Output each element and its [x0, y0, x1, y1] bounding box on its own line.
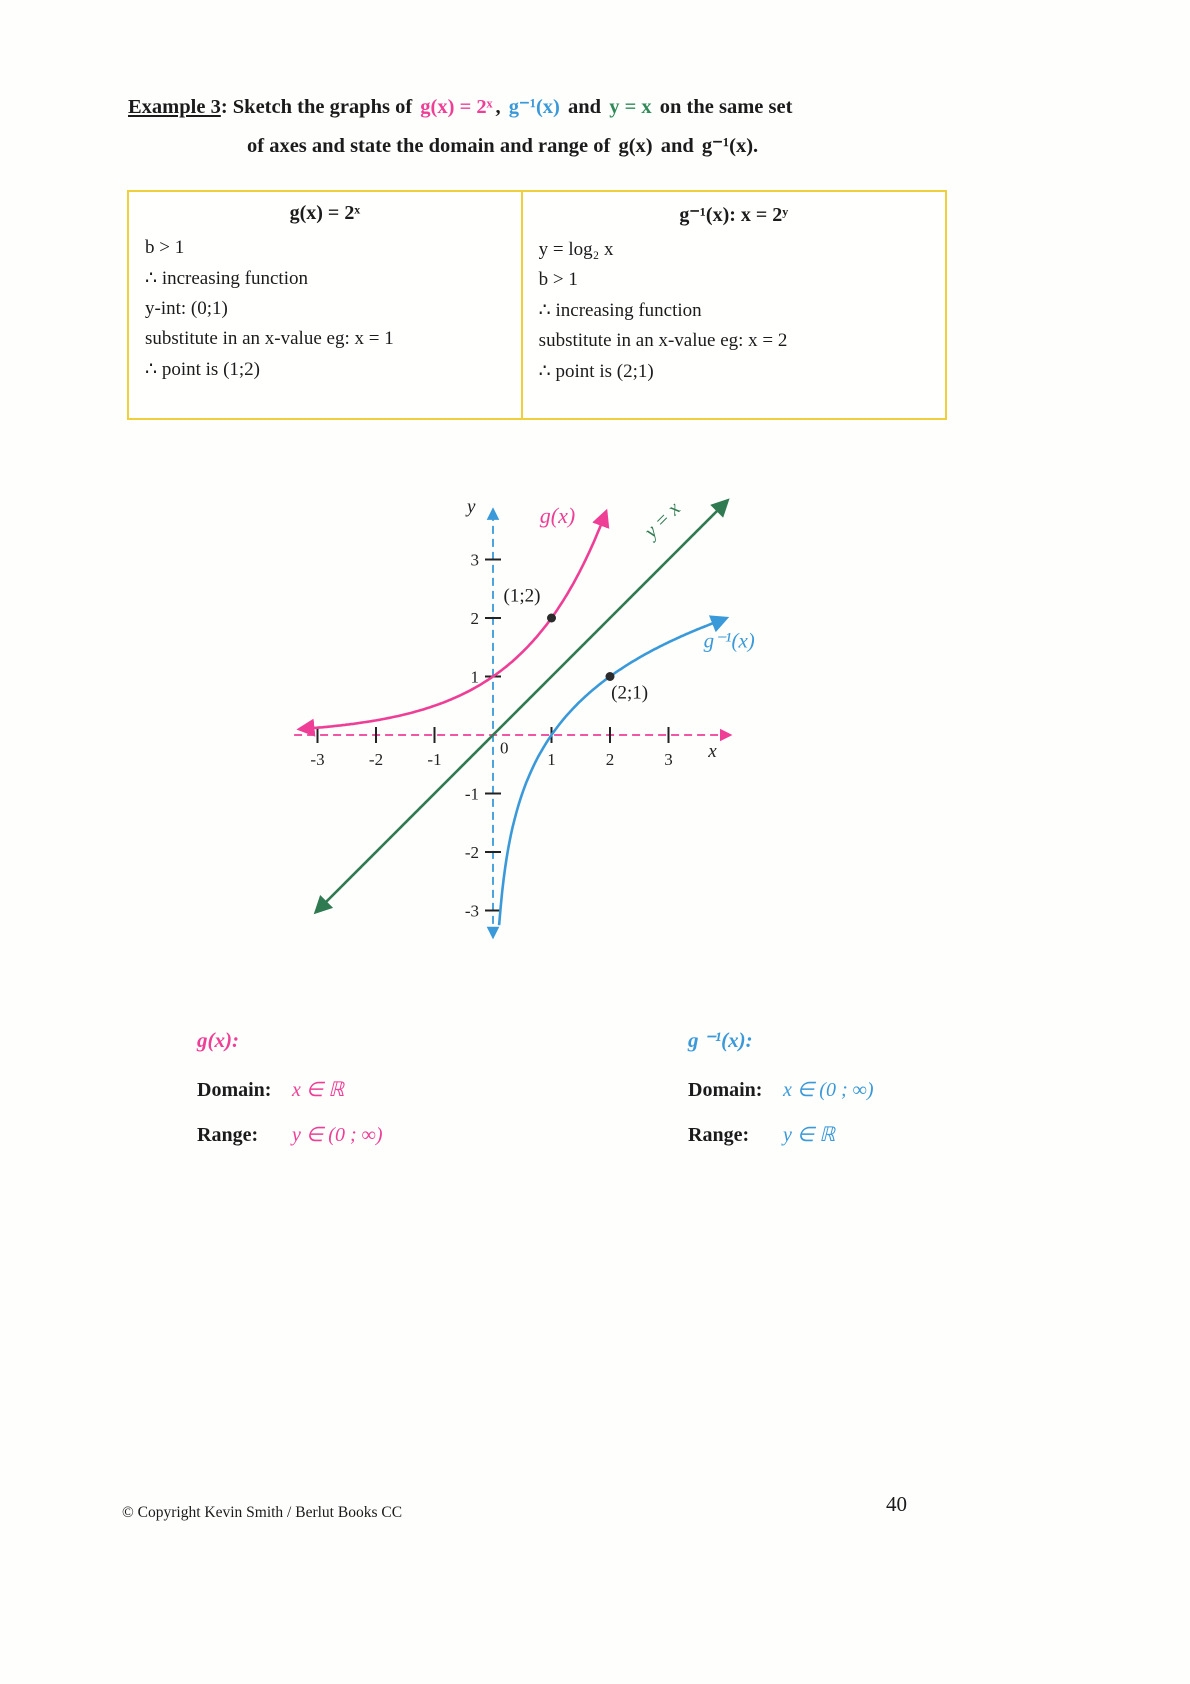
curve-g(x)	[300, 512, 606, 729]
heading-line-1	[128, 88, 968, 127]
table-row: y-int: (0;1)	[145, 298, 228, 319]
heading-line2-and: and	[660, 134, 694, 157]
heading-line-2	[247, 127, 968, 166]
heading-intro: Sketch the graphs of	[232, 96, 413, 118]
table-rows-g-inverse	[523, 235, 945, 387]
graph-svg	[270, 468, 790, 968]
x-tick-label: 2	[605, 750, 615, 769]
annotation: x	[708, 741, 717, 763]
table-row: b > 1	[145, 237, 185, 258]
summary-gx-domain	[197, 1077, 617, 1102]
x-tick-label: 3	[664, 750, 673, 769]
table-column-gx	[129, 192, 521, 418]
gx-expression: g(x) = 2ˣ	[420, 96, 493, 118]
point-label: (1;2)	[503, 585, 541, 607]
y-tick-label: 2	[470, 609, 479, 628]
table-row: b > 1	[538, 269, 578, 290]
x-tick-label: -3	[310, 750, 325, 769]
domain-label: Domain:	[197, 1079, 272, 1101]
heading-line2-text: of axes and state the domain and range of	[247, 134, 611, 157]
table-column-g-inverse	[521, 192, 945, 418]
annotation: g(x)	[539, 503, 576, 529]
annotation: y	[467, 496, 476, 518]
g-inverse-expression: g⁻¹(x)	[508, 96, 560, 118]
table-row: y = log₂ x	[538, 239, 614, 260]
domain-label: Domain:	[688, 1079, 763, 1101]
curve-g⁻¹(x)	[499, 618, 726, 925]
range-label: Range:	[197, 1124, 259, 1146]
annotation: 0	[500, 738, 509, 758]
example-label: Example 3	[128, 96, 221, 118]
table-row: ∴ point is (2;1)	[538, 361, 654, 382]
curve-y = x	[316, 501, 727, 912]
table-title-g-inverse: g⁻¹(x): x = 2ʸ	[679, 204, 789, 226]
table-row: substitute in an x-value eg: x = 2	[538, 330, 788, 351]
table-row: ∴ increasing function	[538, 300, 702, 321]
table-row: substitute in an x-value eg: x = 1	[145, 328, 394, 349]
y-tick-label: 3	[470, 550, 479, 570]
x-tick-label: -2	[368, 750, 384, 769]
heading-line2-gx: g(x)	[618, 134, 653, 157]
x-tick-label: -1	[427, 750, 442, 769]
summary-gx-range	[197, 1122, 617, 1147]
table-rows-gx	[129, 233, 521, 385]
range-value: y ∈ (0 ; ∞)	[292, 1124, 383, 1146]
domain-value: x ∈ (0 ; ∞)	[783, 1079, 874, 1101]
annotation: y = x	[640, 497, 685, 543]
heading-tail: on the same set	[659, 96, 793, 118]
heading-and: and	[568, 96, 602, 118]
table-row: ∴ point is (1;2)	[145, 359, 261, 380]
plotted-point	[606, 672, 615, 681]
summary-gx-title: g(x):	[197, 1028, 239, 1052]
heading-line2-ginv: g⁻¹(x).	[701, 134, 759, 157]
point-label: (2;1)	[611, 682, 649, 704]
page-number: 40	[886, 1492, 907, 1516]
summary-g-inverse	[688, 1028, 1108, 1167]
y-tick-label: 1	[470, 667, 479, 687]
range-label: Range:	[688, 1124, 750, 1146]
x-tick-label: 1	[547, 750, 556, 769]
solution-table	[127, 190, 947, 420]
y-equals-x-expression: y = x	[609, 96, 652, 118]
example-colon: :	[220, 96, 228, 118]
summary-g-inverse-domain	[688, 1077, 1108, 1102]
heading-comma: ,	[495, 96, 501, 118]
summary-gx	[197, 1028, 617, 1167]
y-tick-label: -3	[464, 901, 479, 921]
plotted-point	[547, 614, 556, 623]
copyright-notice: © Copyright Kevin Smith / Berlut Books CC	[122, 1504, 403, 1521]
table-title-gx: g(x) = 2ˣ	[289, 202, 361, 224]
domain-value: x ∈ ℝ	[292, 1079, 345, 1101]
annotation: g⁻¹(x)	[703, 628, 755, 653]
range-value: y ∈ ℝ	[783, 1124, 836, 1146]
table-row: ∴ increasing function	[145, 268, 308, 289]
y-tick-label: -2	[464, 843, 479, 862]
summary-g-inverse-title: g ⁻¹(x):	[688, 1028, 753, 1052]
example-heading	[128, 88, 968, 166]
y-tick-label: -1	[464, 784, 479, 804]
summary-g-inverse-range	[688, 1122, 1108, 1147]
